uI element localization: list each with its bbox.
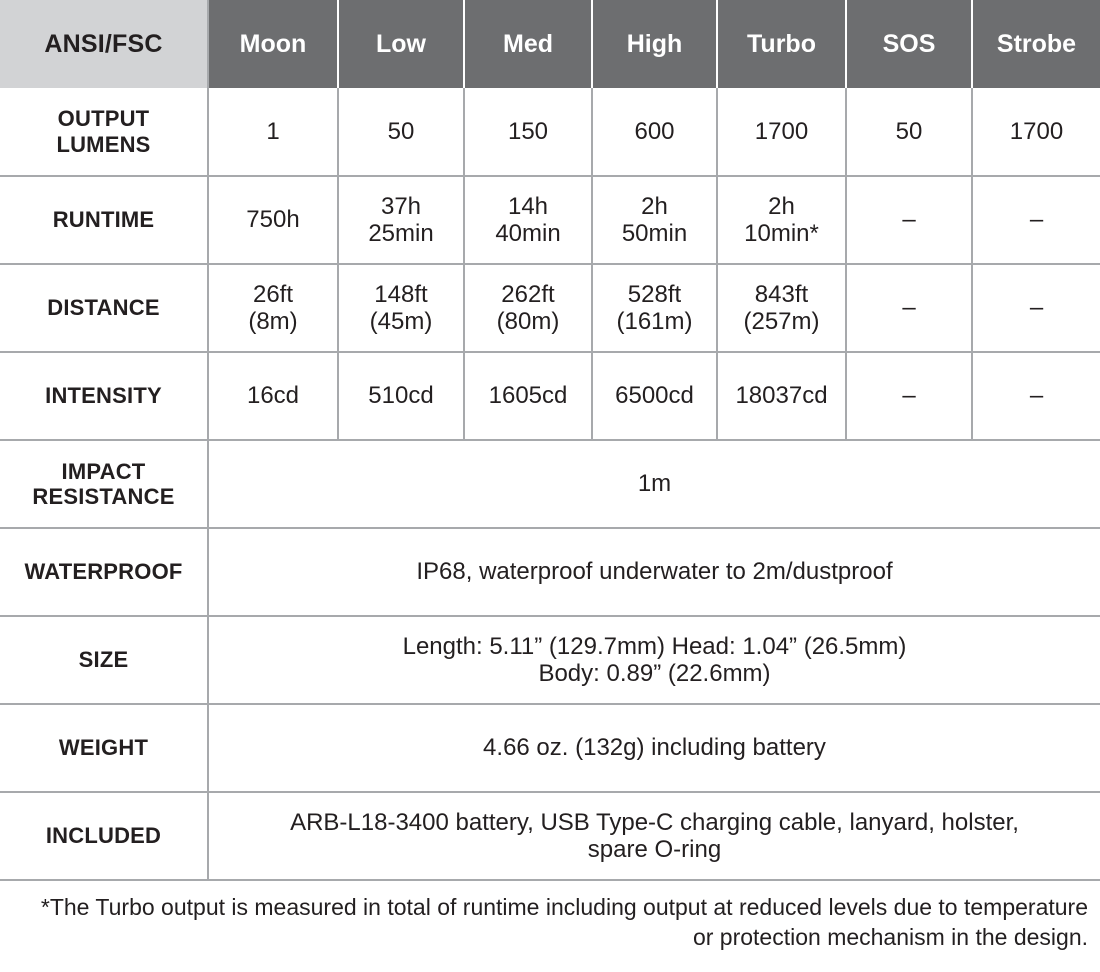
cell-runtime-low bbox=[338, 176, 464, 264]
row-label-distance: DISTANCE bbox=[0, 264, 208, 352]
cell-runtime-med bbox=[464, 176, 592, 264]
header-mode-moon: Moon bbox=[208, 0, 338, 88]
header-mode-turbo: Turbo bbox=[717, 0, 846, 88]
cell-intensity-med: 1605cd bbox=[464, 352, 592, 440]
cell-line1: 843ft bbox=[754, 280, 809, 308]
cell-lumens-strobe: 1700 bbox=[972, 88, 1100, 176]
cell-distance-turbo bbox=[717, 264, 846, 352]
header-mode-high: High bbox=[592, 0, 717, 88]
table-row-runtime bbox=[0, 176, 1100, 264]
row-label-intensity: INTENSITY bbox=[0, 352, 208, 440]
cell-line1: Length: 5.11” (129.7mm) Head: 1.04” (26.5mm) bbox=[402, 632, 907, 660]
cell-line2: spare O-ring bbox=[587, 836, 722, 863]
cell-lumens-sos: 50 bbox=[846, 88, 972, 176]
cell-line2: 25min bbox=[368, 220, 434, 247]
cell-lumens-moon: 1 bbox=[208, 88, 338, 176]
table-body bbox=[0, 88, 1100, 880]
cell-line2: Body: 0.89” (22.6mm) bbox=[538, 660, 771, 687]
cell-weight-value: 4.66 oz. (132g) including battery bbox=[208, 704, 1100, 792]
row-label-line1: IMPACT bbox=[61, 458, 146, 484]
row-label-size: SIZE bbox=[0, 616, 208, 704]
table-row-weight bbox=[0, 704, 1100, 792]
cell-line1: 2h bbox=[641, 192, 668, 220]
cell-runtime-moon bbox=[208, 176, 338, 264]
row-label-line2: RESISTANCE bbox=[32, 484, 175, 509]
cell-line1: 26ft bbox=[252, 280, 294, 308]
cell-intensity-high: 6500cd bbox=[592, 352, 717, 440]
cell-intensity-low: 510cd bbox=[338, 352, 464, 440]
cell-intensity-strobe: – bbox=[972, 352, 1100, 440]
header-ansi-fsc: ANSI/FSC bbox=[0, 0, 208, 88]
cell-line2: 50min bbox=[621, 220, 688, 247]
cell-line1: 528ft bbox=[627, 280, 682, 308]
footnote bbox=[0, 881, 1100, 953]
cell-line2: 40min bbox=[495, 220, 561, 247]
footnote-line1: *The Turbo output is measured in total of runtime including output at reduced levels due to temperature bbox=[40, 894, 1088, 920]
table-row-included bbox=[0, 792, 1100, 880]
cell-distance-moon bbox=[208, 264, 338, 352]
cell-line2: (80m) bbox=[496, 308, 560, 335]
cell-distance-low bbox=[338, 264, 464, 352]
table-row-distance bbox=[0, 264, 1100, 352]
cell-line1: 148ft bbox=[374, 280, 428, 308]
table-row-intensity bbox=[0, 352, 1100, 440]
cell-line2: (161m) bbox=[616, 308, 693, 335]
row-label-output-lumens bbox=[0, 88, 208, 176]
cell-impact-resistance-value: 1m bbox=[208, 440, 1100, 528]
cell-lumens-turbo: 1700 bbox=[717, 88, 846, 176]
cell-intensity-moon: 16cd bbox=[208, 352, 338, 440]
cell-lumens-med: 150 bbox=[464, 88, 592, 176]
table-row-waterproof bbox=[0, 528, 1100, 616]
cell-line2: (8m) bbox=[248, 308, 298, 335]
cell-line1: 750h bbox=[246, 206, 300, 234]
cell-distance-strobe: – bbox=[972, 264, 1100, 352]
row-label-waterproof: WATERPROOF bbox=[0, 528, 208, 616]
header-mode-med: Med bbox=[464, 0, 592, 88]
table-row-size bbox=[0, 616, 1100, 704]
cell-distance-sos: – bbox=[846, 264, 972, 352]
cell-included-value bbox=[208, 792, 1100, 880]
cell-line2: (45m) bbox=[369, 308, 433, 335]
table-row-impact-resistance bbox=[0, 440, 1100, 528]
cell-waterproof-value: IP68, waterproof underwater to 2m/dustproof bbox=[208, 528, 1100, 616]
cell-runtime-sos: – bbox=[846, 176, 972, 264]
cell-lumens-low: 50 bbox=[338, 88, 464, 176]
header-mode-sos: SOS bbox=[846, 0, 972, 88]
cell-lumens-high: 600 bbox=[592, 88, 717, 176]
cell-line1: 14h bbox=[507, 192, 549, 220]
cell-line2: 10min* bbox=[744, 220, 819, 247]
cell-line2: (257m) bbox=[743, 308, 820, 335]
cell-line1: 262ft bbox=[501, 280, 555, 308]
cell-runtime-high bbox=[592, 176, 717, 264]
header-mode-low: Low bbox=[338, 0, 464, 88]
cell-intensity-sos: – bbox=[846, 352, 972, 440]
row-label-impact-resistance bbox=[0, 440, 208, 528]
header-mode-strobe: Strobe bbox=[972, 0, 1100, 88]
cell-intensity-turbo: 18037cd bbox=[717, 352, 846, 440]
row-label-included: INCLUDED bbox=[0, 792, 208, 880]
row-label-weight: WEIGHT bbox=[0, 704, 208, 792]
cell-distance-med bbox=[464, 264, 592, 352]
header-row bbox=[0, 0, 1100, 88]
cell-line1: 37h bbox=[380, 192, 422, 220]
cell-line1: 2h bbox=[768, 192, 795, 220]
row-label-runtime: RUNTIME bbox=[0, 176, 208, 264]
cell-line1: ARB-L18-3400 battery, USB Type-C charging cable, lanyard, holster, bbox=[290, 808, 1019, 836]
cell-runtime-strobe: – bbox=[972, 176, 1100, 264]
cell-runtime-turbo bbox=[717, 176, 846, 264]
table-row-output-lumens bbox=[0, 88, 1100, 176]
footnote-line2: or protection mechanism in the design. bbox=[692, 923, 1088, 950]
cell-size-value bbox=[208, 616, 1100, 704]
row-label-line1: OUTPUT bbox=[57, 106, 150, 132]
cell-distance-high bbox=[592, 264, 717, 352]
table-header bbox=[0, 0, 1100, 88]
row-label-line2: LUMENS bbox=[56, 131, 151, 157]
